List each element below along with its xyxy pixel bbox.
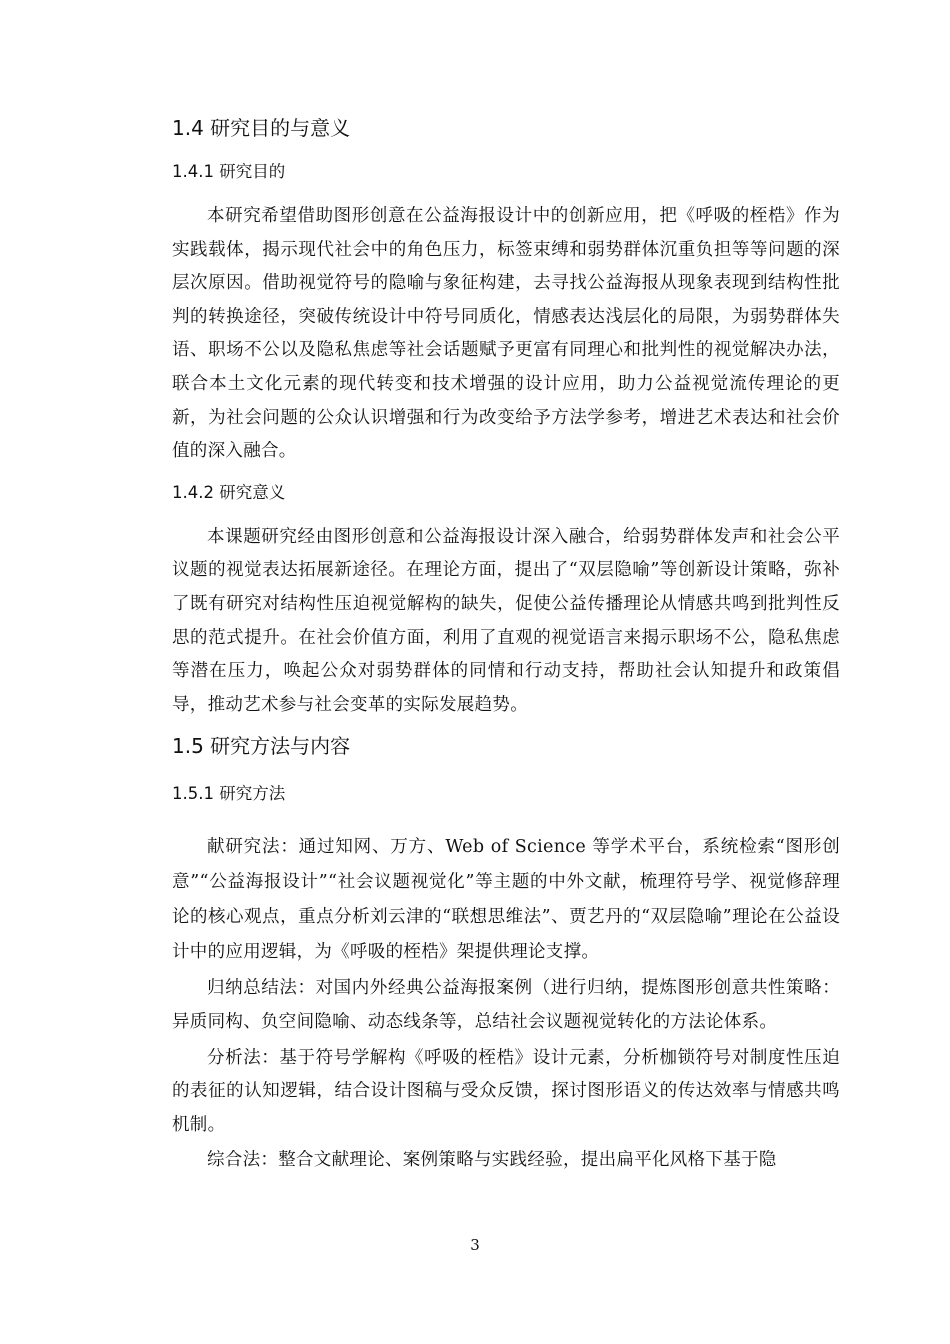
section-heading-1-5: 1.5 研究方法与内容 — [172, 734, 351, 759]
paragraph-research-significance: 本课题研究经由图形创意和公益海报设计深入融合，给弱势群体发声和社会公平议题的视觉表达拓展新途径。在理论方面，提出了“双层隐喻”等创新设计策略，弥补了既有研究对结构性压迫视觉解构的缺失，促使公益传播理论从情感共鸣到批判性反思的范式提升。在社会价值方面，利用了直观的视觉语言来揭示职场不公，隐私焦虑等潜在压力，唤起公众对弱势群体的同情和行动支持，帮助社会认知提升和政策倡导，推动艺术参与社会变革的实际发展趋势。 — [172, 526, 840, 715]
section-heading-1-4: 1.4 研究目的与意义 — [172, 116, 351, 140]
subsection-heading-1-4-1: 1.4.1 研究目的 — [172, 162, 286, 181]
subsection-heading-1-5-1: 1.5.1 研究方法 — [172, 784, 286, 804]
page-content — [172, 112, 840, 1178]
paragraph-synthesis-method: 综合法：整合文献理论、案例策略与实践经验，提出扁平化风格下基于隐 — [207, 1150, 777, 1171]
page-number: 3 — [470, 1236, 480, 1254]
paragraph-literature-method: 献研究法：通过知网、万方、Web of Science 等学术平台，系统检索“图形创意”“公益海报设计”“社会议题视觉化”等主题的中外文献，梳理符号学、视觉修辞理论的核心观点，重点分析刘云津的“联想思维法”、贾艺丹的“双层隐喻”理论在公益设计中的应用逻辑，为《呼吸的桎梏》架提供理论支撑。 — [172, 837, 840, 963]
paragraph-analysis-method: 分析法：基于符号学解构《呼吸的桎梏》设计元素，分析枷锁符号对制度性压迫的表征的认知逻辑，结合设计图稿与受众反馈，探讨图形语义的传达效率与情感共鸣机制。 — [172, 1047, 840, 1135]
subsection-heading-1-4-2: 1.4.2 研究意义 — [172, 482, 286, 502]
paragraph-induction-method: 归纳总结法：对国内外经典公益海报案例（进行归纳，提炼图形创意共性策略：异质同构、负空间隐喻、动态线条等，总结社会议题视觉转化的方法论体系。 — [172, 978, 840, 1032]
paragraph-research-purpose: 本研究希望借助图形创意在公益海报设计中的创新应用，把《呼吸的桎梏》作为实践载体，揭示现代社会中的角色压力，标签束缚和弱势群体沉重负担等等问题的深层次原因。借助视觉符号的隐喻与象征构建，去寻找公益海报从现象表现到结构性批判的转换途径，突破传统设计中符号同质化，情感表达浅层化的局限，为弱势群体失语、职场不公以及隐私焦虑等社会话题赋予更富有同理心和批判性的视觉解决办法，联合本土文化元素的现代转变和技术增强的设计应用，助力公益视觉流传理论的更新，为社会问题的公众认识增强和行为改变给予方法学参考，增进艺术表达和社会价值的深入融合。 — [172, 206, 840, 462]
